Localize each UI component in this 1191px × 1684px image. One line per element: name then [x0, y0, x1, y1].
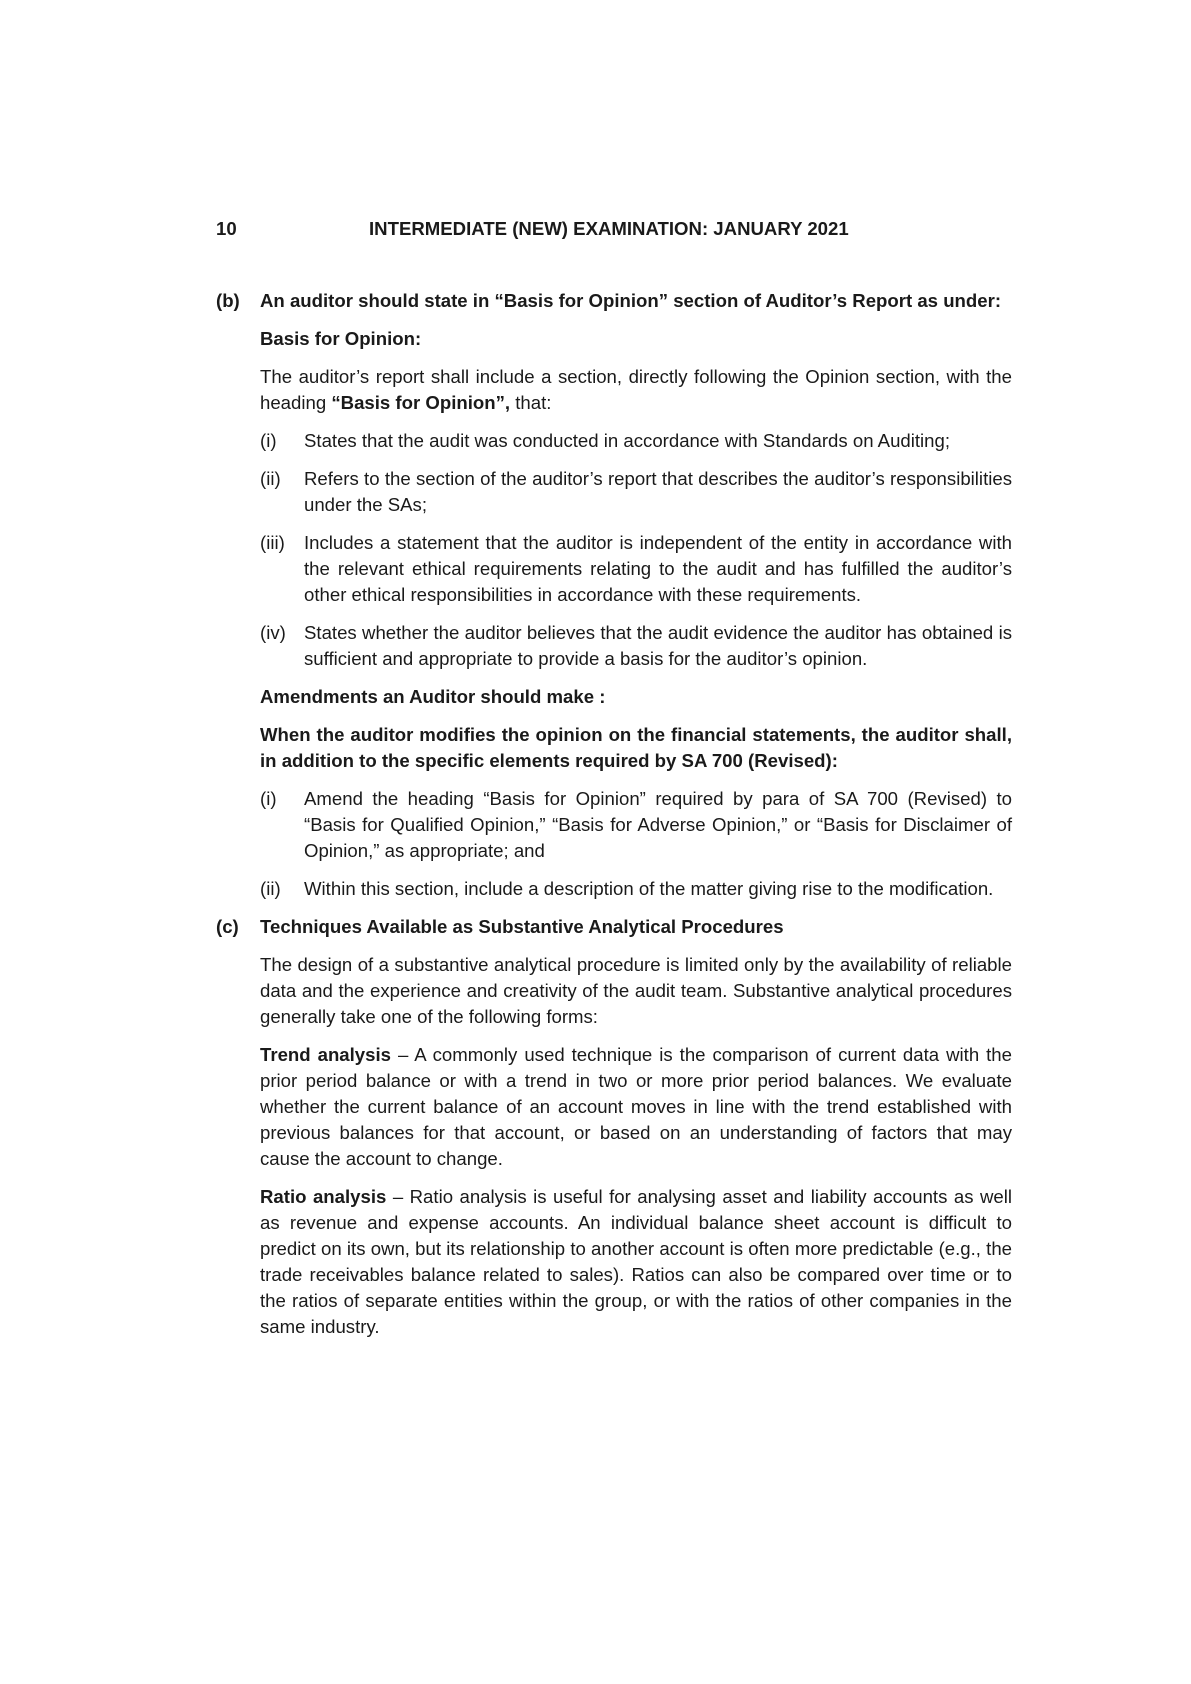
list-item-number: (i): [260, 430, 277, 451]
page-number: 10: [216, 218, 237, 239]
ratio-analysis-text: – Ratio analysis is useful for analysing asset and liability accounts as well as revenue and expense accounts. An individual balance sheet account is difficult to predict on its own, but its relationship to another account is often more predictable (e.g., the trade receivables balance related to sales). Ratios can also be compared over time or to the ratios of separate entities within the group, or with the ratios of other companies in the same industry.: [260, 1186, 1012, 1337]
trend-analysis-text: – A commonly used technique is the comparison of current data with the prior period balance or with a trend in two or more prior period balances. We evaluate whether the current balance of an account moves in line with the trend established with previous balances for that account, or based on an understanding of factors that may cause the account to change.: [260, 1044, 1012, 1169]
list-item-number: (ii): [260, 468, 281, 489]
list-item-number: (ii): [260, 878, 281, 899]
list-item-text: Amend the heading “Basis for Opinion” required by para of SA 700 (Revised) to “Basis for Qualified Opinion,” “Basis for Adverse Opinion,” or “Basis for Disclaimer of Opinion,” as appropriate; and: [304, 788, 1012, 861]
trend-analysis-term: Trend analysis: [260, 1044, 391, 1065]
list-item-text: States whether the auditor believes that the audit evidence the auditor has obtained is sufficient and appropriate to provide a basis for the auditor’s opinion.: [304, 622, 1012, 669]
section-c-intro: The design of a substantive analytical procedure is limited only by the availability of reliable data and the experience and creativity of the audit team. Substantive analytical procedures generally take one of the following forms:: [260, 954, 1012, 1027]
section-c-heading: Techniques Available as Substantive Analytical Procedures: [260, 916, 784, 937]
ratio-analysis-paragraph: [260, 1184, 1012, 1340]
list-item-text: States that the audit was conducted in accordance with Standards on Auditing;: [304, 430, 951, 451]
intro-bold: “Basis for Opinion”,: [331, 392, 511, 413]
trend-analysis-paragraph: [260, 1042, 1012, 1172]
page-content: [216, 288, 1012, 1352]
section-label-b: (b): [216, 290, 240, 311]
list-item-text: Refers to the section of the auditor’s report that describes the auditor’s responsibilities under the SAs;: [304, 468, 1012, 515]
list-item: [260, 786, 1012, 864]
list-item-number: (iv): [260, 622, 286, 643]
list-item-number: (iii): [260, 532, 285, 553]
basis-requirements-list: [260, 428, 1012, 672]
basis-for-opinion-subheading: Basis for Opinion:: [260, 328, 422, 349]
section-label-c: (c): [216, 916, 239, 937]
ratio-analysis-term: Ratio analysis: [260, 1186, 387, 1207]
amendments-heading: Amendments an Auditor should make :: [260, 686, 606, 707]
list-item-text: Within this section, include a description of the matter giving rise to the modification.: [304, 878, 994, 899]
running-title: INTERMEDIATE (NEW) EXAMINATION: JANUARY 2021: [369, 218, 849, 239]
section-b: [216, 288, 1012, 902]
list-item-text: Includes a statement that the auditor is independent of the entity in accordance with the relevant ethical requirements relating to the audit and has fulfilled the auditor’s other ethical responsibilities in accordance with these requirements.: [304, 532, 1012, 605]
intro-suffix: that:: [510, 392, 552, 413]
list-item: [260, 530, 1012, 608]
intro-prefix: The auditor’s report shall include a section, directly following the Opinion section, with the heading: [260, 366, 1012, 413]
amendments-list: [260, 786, 1012, 902]
page-header: [216, 216, 976, 242]
basis-for-opinion-intro: [260, 364, 1012, 416]
list-item: [260, 428, 1012, 454]
section-c: [216, 914, 1012, 1340]
list-item: [260, 876, 1012, 902]
list-item: [260, 466, 1012, 518]
section-b-heading: An auditor should state in “Basis for Opinion” section of Auditor’s Report as under:: [260, 290, 1002, 311]
list-item: [260, 620, 1012, 672]
list-item-number: (i): [260, 788, 277, 809]
amendments-intro: When the auditor modifies the opinion on the financial statements, the auditor shall, in addition to the specific elements required by SA 700 (Revised):: [260, 724, 1012, 771]
